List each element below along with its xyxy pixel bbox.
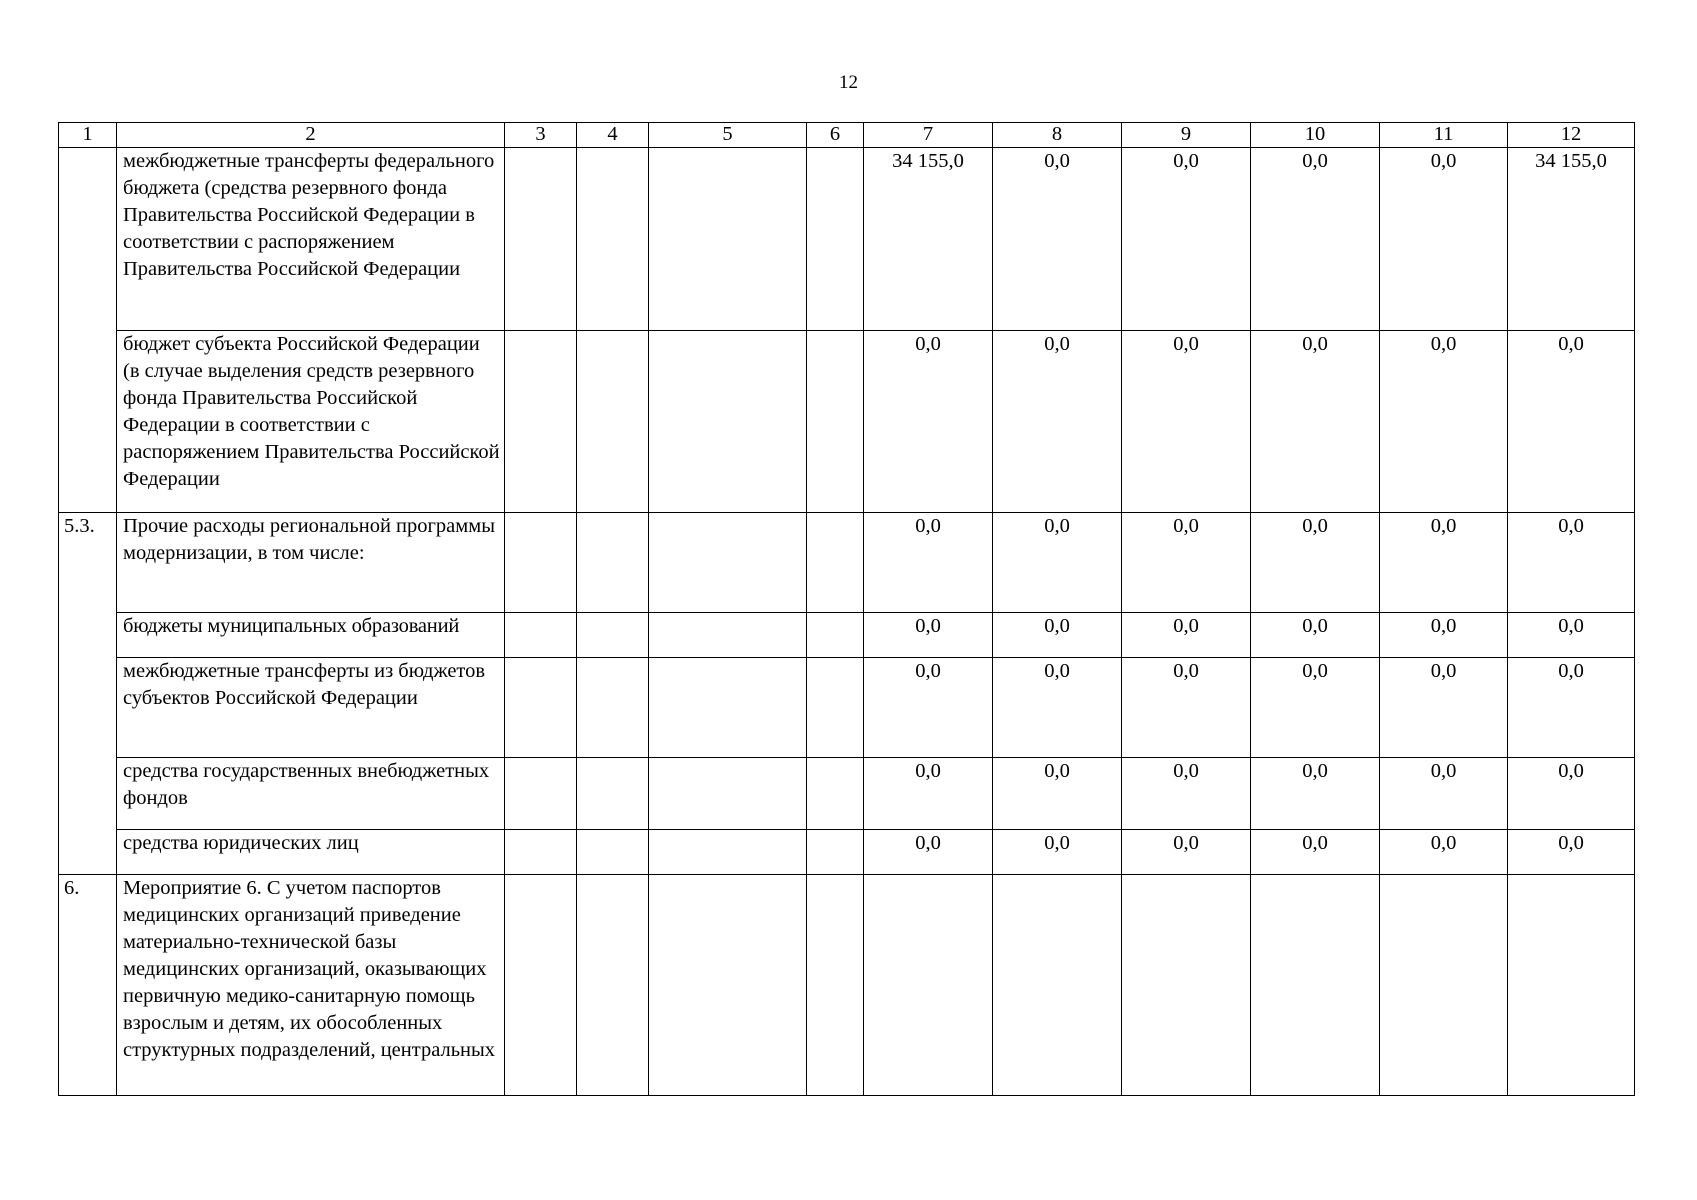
row-description: средства государственных внебюджетных фондов [117, 758, 505, 830]
page-number: 12 [839, 72, 858, 93]
value-col12: 0,0 [1508, 758, 1635, 830]
cell-col4 [577, 830, 649, 875]
row-description: Прочие расходы региональной программы модернизации, в том числе: [117, 513, 505, 613]
row-index-cell [59, 148, 117, 513]
value-col7: 0,0 [864, 658, 993, 758]
value-col10: 0,0 [1251, 613, 1380, 658]
table-row [59, 331, 1635, 513]
value-col10: 0,0 [1251, 148, 1380, 331]
cell-col3 [505, 513, 577, 613]
cell-col6 [807, 331, 864, 513]
value-col7: 0,0 [864, 513, 993, 613]
row-description: бюджет субъекта Российской Федерации (в случае выделения средств резервного фонда Правительства Российской Федерации в соответствии с распоряжением Правительства Российской Федерации [117, 331, 505, 513]
value-col8: 0,0 [993, 758, 1122, 830]
value-col9: 0,0 [1122, 331, 1251, 513]
value-col11: 0,0 [1380, 830, 1508, 875]
value-col7: 34 155,0 [864, 148, 993, 331]
cell-col5 [649, 758, 807, 830]
value-col11: 0,0 [1380, 658, 1508, 758]
value-col8: 0,0 [993, 148, 1122, 331]
value-col10: 0,0 [1251, 830, 1380, 875]
value-col8: 0,0 [993, 830, 1122, 875]
value-col7: 0,0 [864, 613, 993, 658]
row-description: средства юридических лиц [117, 830, 505, 875]
value-col11: 0,0 [1380, 613, 1508, 658]
value-col8: 0,0 [993, 331, 1122, 513]
header-cell-col1: 1 [59, 123, 117, 148]
value-col11: 0,0 [1380, 513, 1508, 613]
value-col8: 0,0 [993, 658, 1122, 758]
cell-col5 [649, 613, 807, 658]
value-col12: 0,0 [1508, 331, 1635, 513]
table-row [59, 658, 1635, 758]
row-description: Мероприятие 6. С учетом паспортов медицинских организаций приведение материально-технической базы медицинских организаций, оказывающих первичную медико-санитарную помощь взрослым и детям, их обособленных структурных подразделений, центральных [117, 875, 505, 1096]
cell-col3 [505, 875, 577, 1096]
header-cell-col5: 5 [649, 123, 807, 148]
header-cell-col9: 9 [1122, 123, 1251, 148]
cell-col4 [577, 875, 649, 1096]
cell-col6 [807, 758, 864, 830]
value-col12: 34 155,0 [1508, 148, 1635, 331]
cell-col6 [807, 658, 864, 758]
cell-col4 [577, 658, 649, 758]
cell-col6 [807, 830, 864, 875]
value-col12: 0,0 [1508, 830, 1635, 875]
row-index-cell: 6. [59, 875, 117, 1096]
cell-col5 [649, 875, 807, 1096]
value-col7: 0,0 [864, 331, 993, 513]
cell-col6 [807, 148, 864, 331]
cell-col4 [577, 613, 649, 658]
value-col10: 0,0 [1251, 331, 1380, 513]
cell-col5 [649, 148, 807, 331]
value-col10: 0,0 [1251, 513, 1380, 613]
cell-col3 [505, 148, 577, 331]
value-col7: 0,0 [864, 758, 993, 830]
header-cell-col4: 4 [577, 123, 649, 148]
row-index-cell: 5.3. [59, 513, 117, 875]
cell-col3 [505, 758, 577, 830]
value-col9: 0,0 [1122, 758, 1251, 830]
value-col11 [1380, 875, 1508, 1096]
table-row [59, 830, 1635, 875]
cell-col6 [807, 875, 864, 1096]
value-col7 [864, 875, 993, 1096]
cell-col4 [577, 758, 649, 830]
row-description: бюджеты муниципальных образований [117, 613, 505, 658]
cell-col5 [649, 830, 807, 875]
header-cell-col10: 10 [1251, 123, 1380, 148]
value-col11: 0,0 [1380, 148, 1508, 331]
cell-col4 [577, 331, 649, 513]
cell-col3 [505, 331, 577, 513]
cell-col6 [807, 513, 864, 613]
table-header-row [59, 123, 1635, 148]
cell-col6 [807, 613, 864, 658]
cell-col3 [505, 830, 577, 875]
value-col11: 0,0 [1380, 758, 1508, 830]
cell-col3 [505, 613, 577, 658]
budget-table [58, 122, 1635, 1096]
cell-col4 [577, 148, 649, 331]
value-col8: 0,0 [993, 613, 1122, 658]
row-description: межбюджетные трансферты из бюджетов субъектов Российской Федерации [117, 658, 505, 758]
header-cell-col11: 11 [1380, 123, 1508, 148]
cell-col4 [577, 513, 649, 613]
value-col10: 0,0 [1251, 758, 1380, 830]
value-col9 [1122, 875, 1251, 1096]
value-col9: 0,0 [1122, 830, 1251, 875]
row-description: межбюджетные трансферты федерального бюджета (средства резервного фонда Правительства Российской Федерации в соответствии с распоряжением Правительства Российской Федерации [117, 148, 505, 331]
cell-col5 [649, 331, 807, 513]
value-col9: 0,0 [1122, 513, 1251, 613]
value-col12: 0,0 [1508, 658, 1635, 758]
cell-col5 [649, 513, 807, 613]
header-cell-col6: 6 [807, 123, 864, 148]
value-col10 [1251, 875, 1380, 1096]
value-col9: 0,0 [1122, 658, 1251, 758]
value-col9: 0,0 [1122, 148, 1251, 331]
value-col9: 0,0 [1122, 613, 1251, 658]
value-col10: 0,0 [1251, 658, 1380, 758]
value-col8: 0,0 [993, 513, 1122, 613]
cell-col3 [505, 658, 577, 758]
table-row [59, 513, 1635, 613]
header-cell-col12: 12 [1508, 123, 1635, 148]
header-cell-col2: 2 [117, 123, 505, 148]
table-row [59, 875, 1635, 1096]
header-cell-col7: 7 [864, 123, 993, 148]
value-col7: 0,0 [864, 830, 993, 875]
value-col11: 0,0 [1380, 331, 1508, 513]
value-col12: 0,0 [1508, 613, 1635, 658]
header-cell-col8: 8 [993, 123, 1122, 148]
value-col12: 0,0 [1508, 513, 1635, 613]
header-cell-col3: 3 [505, 123, 577, 148]
table-row [59, 758, 1635, 830]
value-col8 [993, 875, 1122, 1096]
value-col12 [1508, 875, 1635, 1096]
table-row [59, 613, 1635, 658]
cell-col5 [649, 658, 807, 758]
table-row [59, 148, 1635, 331]
